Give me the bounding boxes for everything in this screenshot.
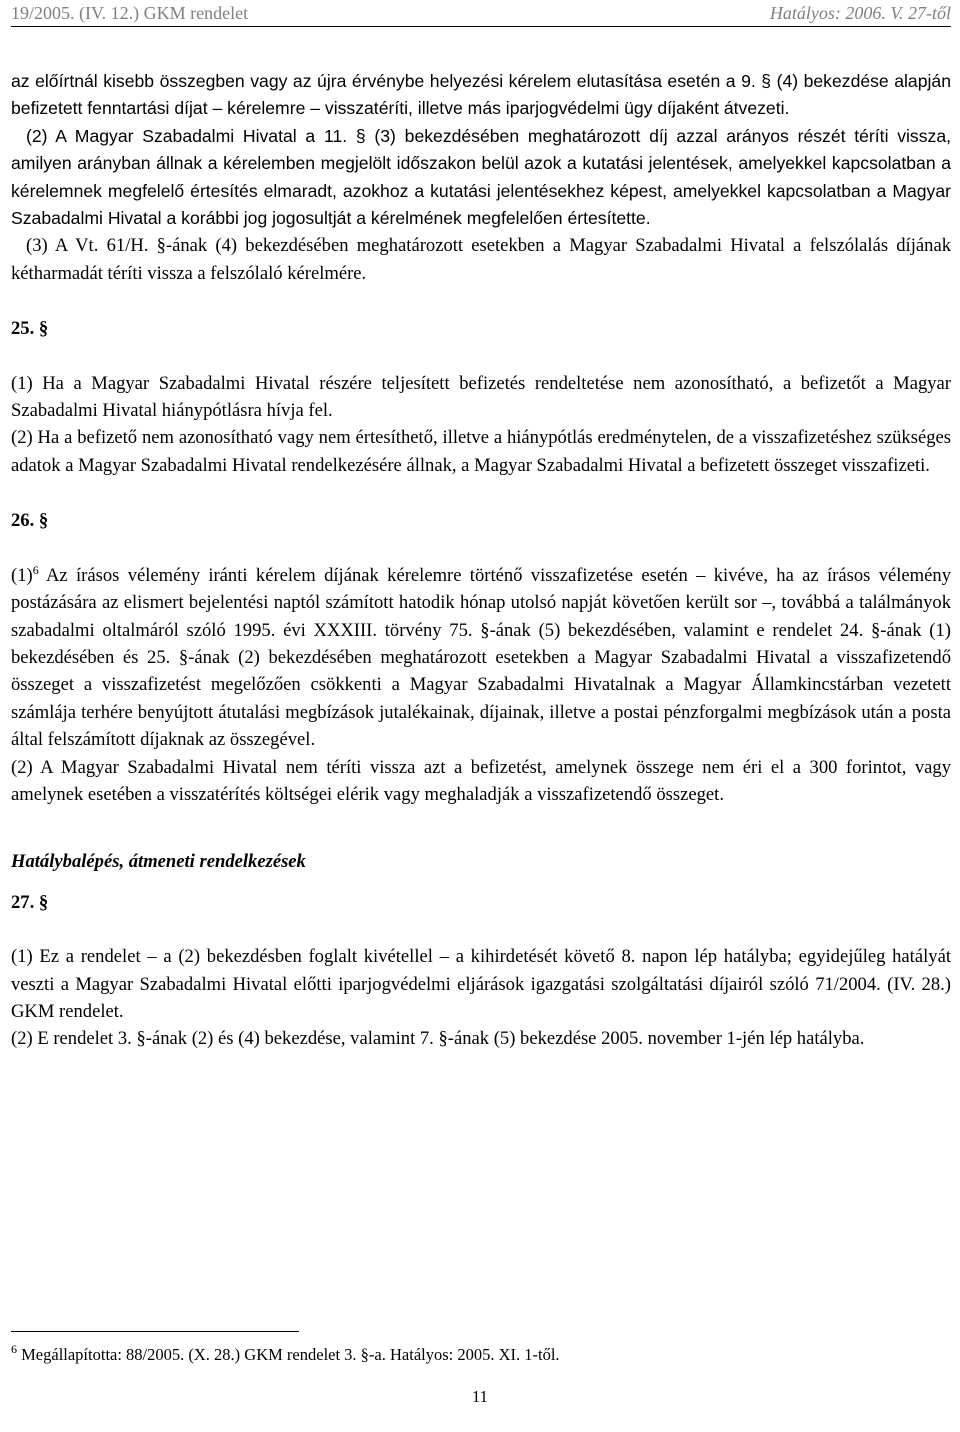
- footnote-reference-6[interactable]: 6: [32, 562, 39, 577]
- paragraph-25-2: (2) Ha a befizető nem azonosítható vagy nem értesíthető, illetve a hiánypótlás eredménytelen, de a visszafizetéshez szükséges adatok a Magyar Szabadalmi Hivatal rendelkezésére állnak, a Magyar Szabadalmi Hivatal a befizetett összeget visszafizeti.: [11, 427, 951, 476]
- paragraph-26-1: [11, 562, 951, 754]
- paragraph-24-3: (3) A Vt. 61/H. §-ának (4) bekezdésében meghatározott esetekben a Magyar Szabadalmi Hivatal a felszólalás díjának kétharmadát téríti vissza a felszólaló kérelmére.: [11, 235, 951, 284]
- paragraph-26-1-text: Az írásos vélemény iránti kérelem díjának kérelemre történő visszafizetése esetén – kivéve, ha az írásos vélemény postázására az elismert bejelentési naptól számított hatodik hónap utolsó napját követően került sor –, továbbá a találmányok szabadalmi oltalmáról szóló 1995. évi XXXIII. törvény 75. §-ának (5) bekezdésében, valamint e rendelet 24. §-ának (1) bekezdésében és 25. §-ának (2) bekezdésében meghatározott esetekben a Magyar Szabadalmi Hivatal a visszafizetendő összeget a visszafizetést megelőzően csökkenti a Magyar Szabadalmi Hivatalnak a Magyar Államkincstárban vezetett számlája terhére benyújtott átutalási megbízások jutalékainak, díjainak, illetve a postai pénzforgalmi megbízások után a posta által felszámított díjaknak az összegével.: [11, 564, 951, 751]
- footnote-text: Megállapította: 88/2005. (X. 28.) GKM rendelet 3. §-a. Hatályos: 2005. XI. 1-től.: [21, 1345, 560, 1364]
- footnote-separator: [11, 1331, 299, 1332]
- paragraph-26-1-number: (1): [11, 564, 33, 586]
- chapter-title: Hatálybalépés, átmeneti rendelkezések: [11, 851, 306, 873]
- paragraph-27-1: (1) Ez a rendelet – a (2) bekezdésben foglalt kivétellel – a kihirdetését követő 8. napon lép hatályba; egyidejűleg hatályát veszti a Magyar Szabadalmi Hivatal előtti iparjogvédelmi eljárások igazgatási szolgáltatási díjairól szóló 71/2004. (IV. 28.) GKM rendelet.: [11, 946, 951, 1022]
- paragraph-24-1-continuation: az előírtnál kisebb összegben vagy az újra érvénybe helyezési kérelem elutasítása esetén a 9. § (4) bekezdése alapján befizetett fenntartási díjat – kérelemre – visszatéríti, illetve más iparjogvédelmi ügy díjaként átvezeti.: [11, 71, 951, 119]
- header-document-title: 19/2005. (IV. 12.) GKM rendelet: [11, 3, 249, 23]
- paragraph-27-2: (2) E rendelet 3. §-ának (2) és (4) bekezdése, valamint 7. §-ának (5) bekezdése 2005. november 1-jén lép hatályba.: [11, 1028, 865, 1050]
- paragraph-25-1: (1) Ha a Magyar Szabadalmi Hivatal részére teljesített befizetés rendeltetése nem azonosítható, a befizetőt a Magyar Szabadalmi Hivatal hiánypótlásra hívja fel.: [11, 372, 951, 422]
- page-header: [11, 0, 951, 27]
- section-heading-27: 27. §: [11, 891, 49, 913]
- section-heading-26: 26. §: [11, 510, 49, 532]
- paragraph-26-2: (2) A Magyar Szabadalmi Hivatal nem téríti vissza azt a befizetést, amelynek összege nem éri el a 300 forintot, vagy amelynek esetében a visszatérítés költségei elérik vagy meghaladják a visszafizetendő összeget.: [11, 756, 951, 805]
- header-effective-date: Hatályos: 2006. V. 27-től: [769, 3, 951, 23]
- footnote: [11, 1344, 951, 1366]
- footnote-marker: 6: [11, 1342, 17, 1356]
- document-body: [11, 68, 951, 1053]
- paragraph-24-2: (2) A Magyar Szabadalmi Hivatal a 11. § (3) bekezdésében meghatározott díj azzal arányos részét téríti vissza, amilyen arányban állnak a kérelemben megjelölt időszakon belül azok a kutatási jelentések, amelyekkel kapcsolatban a kérelemnek megfelelő értesítés elmaradt, azokhoz a kutatási jelentésekhez képest, amelyekkel kapcsolatban a Magyar Szabadalmi Hivatal a korábbi jog jogosultját a kérelmének megfelelően értesítette.: [11, 125, 951, 229]
- section-heading-25: 25. §: [11, 318, 49, 340]
- page-number: 11: [472, 1387, 488, 1406]
